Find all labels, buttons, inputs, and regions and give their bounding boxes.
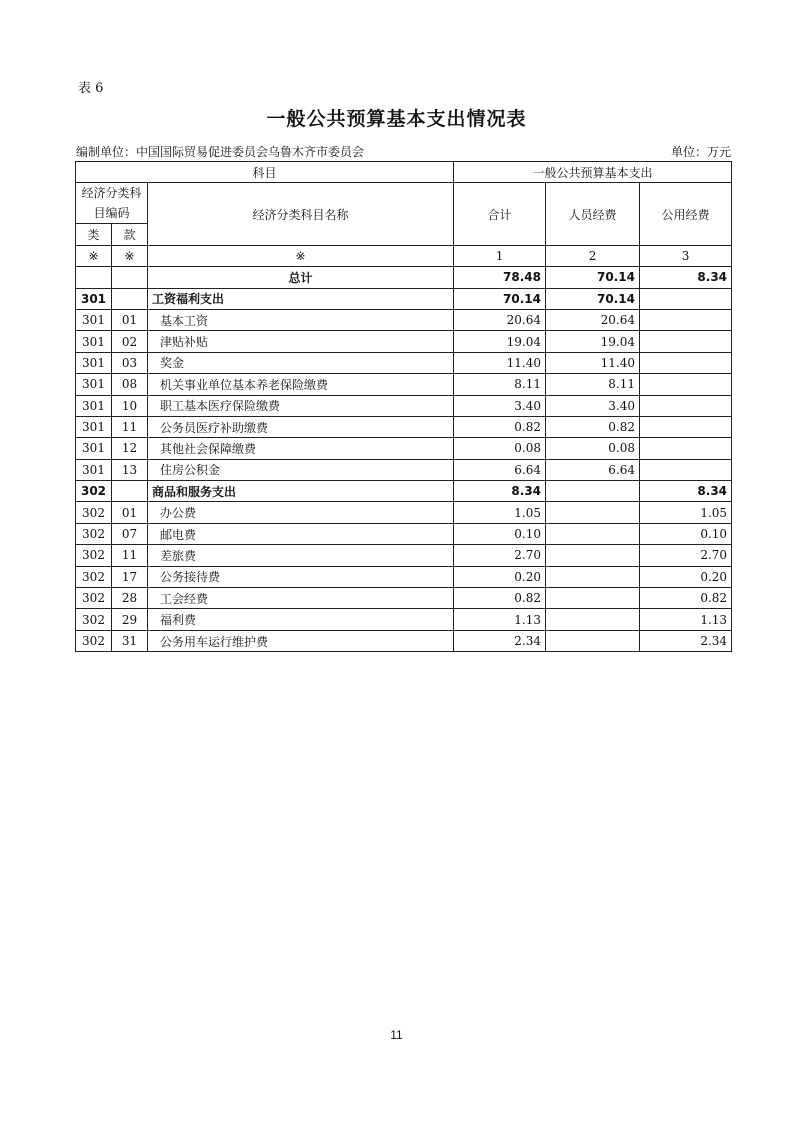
item-name: 商品和服务支出 [148,481,454,502]
item-name: 基本工资 [148,309,454,330]
column-number-3: 3 [640,245,732,266]
category-code: 302 [76,588,112,609]
total-value: 0.08 [454,438,546,459]
total-value: 1.05 [454,502,546,523]
table-row [76,502,732,523]
item-name: 福利费 [148,609,454,630]
item-name: 差旅费 [148,545,454,566]
grand-total-personnel: 70.14 [546,267,640,288]
header-code-label: 经济分类科目编码 [76,183,148,224]
table-row [76,331,732,352]
personnel-value: 0.08 [546,438,640,459]
grand-total-total: 78.48 [454,267,546,288]
public-value [640,309,732,330]
category-code: 301 [76,374,112,395]
public-value [640,438,732,459]
item-code: 07 [112,523,148,544]
category-code: 302 [76,481,112,502]
category-code: 301 [76,416,112,437]
grand-total-row [76,267,732,288]
header-subject: 科目 [76,162,454,183]
item-name: 住房公积金 [148,459,454,480]
public-value: 1.13 [640,609,732,630]
table-row [76,588,732,609]
table-row [76,545,732,566]
public-value: 1.05 [640,502,732,523]
category-code: 302 [76,545,112,566]
table-row [76,438,732,459]
item-code: 11 [112,545,148,566]
header-public: 公用经费 [640,183,732,245]
column-number-1: 1 [454,245,546,266]
public-value: 0.10 [640,523,732,544]
public-value [640,352,732,373]
header-kuan: 款 [112,224,148,245]
item-code: 01 [112,502,148,523]
personnel-value: 11.40 [546,352,640,373]
personnel-value [546,545,640,566]
personnel-value [546,609,640,630]
personnel-value: 8.11 [546,374,640,395]
item-code: 31 [112,630,148,651]
public-value: 8.34 [640,481,732,502]
public-value [640,416,732,437]
total-value: 0.82 [454,416,546,437]
item-code: 28 [112,588,148,609]
total-value: 1.13 [454,609,546,630]
item-name: 奖金 [148,352,454,373]
item-name: 公务接待费 [148,566,454,587]
total-value: 2.70 [454,545,546,566]
item-code: 10 [112,395,148,416]
item-name: 公务用车运行维护费 [148,630,454,651]
category-code: 301 [76,459,112,480]
total-value: 0.82 [454,588,546,609]
grand-total-label: 总计 [148,267,454,288]
total-value: 0.20 [454,566,546,587]
table-row [76,416,732,437]
public-value: 2.70 [640,545,732,566]
table-number: 表 6 [78,81,104,96]
category-code: 301 [76,352,112,373]
category-code: 302 [76,502,112,523]
mark-cell: ※ [112,245,148,266]
total-value: 0.10 [454,523,546,544]
total-value: 11.40 [454,352,546,373]
mark-cell: ※ [76,245,112,266]
total-value: 70.14 [454,288,546,309]
category-code: 302 [76,630,112,651]
total-value: 19.04 [454,331,546,352]
item-name: 机关事业单位基本养老保险缴费 [148,374,454,395]
mark-cell: ※ [148,245,454,266]
item-name: 工会经费 [148,588,454,609]
total-value: 2.34 [454,630,546,651]
category-code: 301 [76,438,112,459]
expenditure-table [75,161,732,652]
total-value: 8.34 [454,481,546,502]
item-code: 08 [112,374,148,395]
table-row [76,609,732,630]
item-name: 津贴补贴 [148,331,454,352]
column-number-2: 2 [546,245,640,266]
item-code: 12 [112,438,148,459]
item-code: 11 [112,416,148,437]
public-value [640,395,732,416]
item-name: 办公费 [148,502,454,523]
item-code: 03 [112,352,148,373]
unit-label: 单位：万元 [670,145,731,159]
item-name: 工资福利支出 [148,288,454,309]
table-row [76,288,732,309]
table-row [76,309,732,330]
public-value [640,459,732,480]
total-value: 3.40 [454,395,546,416]
table-row [76,523,732,544]
page-number: 11 [390,1028,403,1042]
table-row [76,566,732,587]
item-name: 公务员医疗补助缴费 [148,416,454,437]
item-code [112,288,148,309]
table-row [76,481,732,502]
public-value [640,374,732,395]
personnel-value: 20.64 [546,309,640,330]
item-code [112,481,148,502]
personnel-value: 70.14 [546,288,640,309]
personnel-value [546,523,640,544]
item-code: 17 [112,566,148,587]
item-code: 13 [112,459,148,480]
header-name-label: 经济分类科目名称 [148,183,454,245]
table-row [76,630,732,651]
item-code: 02 [112,331,148,352]
table-row [76,459,732,480]
personnel-value [546,502,640,523]
public-value [640,288,732,309]
table-row [76,395,732,416]
personnel-value: 6.64 [546,459,640,480]
public-value: 0.20 [640,566,732,587]
public-value: 0.82 [640,588,732,609]
page-title: 一般公共预算基本支出情况表 [266,108,527,130]
personnel-value: 0.82 [546,416,640,437]
public-value: 2.34 [640,630,732,651]
organization-label: 编制单位：中国国际贸易促进委员会乌鲁木齐市委员会 [76,145,365,159]
grand-total-public: 8.34 [640,267,732,288]
header-personnel: 人员经费 [546,183,640,245]
personnel-value: 19.04 [546,331,640,352]
public-value [640,331,732,352]
total-value: 20.64 [454,309,546,330]
category-code: 301 [76,288,112,309]
personnel-value [546,588,640,609]
category-code: 302 [76,566,112,587]
total-value: 8.11 [454,374,546,395]
table-row [76,374,732,395]
item-name: 职工基本医疗保险缴费 [148,395,454,416]
personnel-value: 3.40 [546,395,640,416]
table-row [76,352,732,373]
header-lei: 类 [76,224,112,245]
item-name: 邮电费 [148,523,454,544]
personnel-value [546,481,640,502]
header-expense-group: 一般公共预算基本支出 [454,162,732,183]
item-code: 01 [112,309,148,330]
header-total: 合计 [454,183,546,245]
personnel-value [546,566,640,587]
category-code: 301 [76,331,112,352]
category-code: 301 [76,395,112,416]
category-code: 302 [76,523,112,544]
category-code: 301 [76,309,112,330]
category-code: 302 [76,609,112,630]
personnel-value [546,630,640,651]
item-name: 其他社会保障缴费 [148,438,454,459]
item-code: 29 [112,609,148,630]
total-value: 6.64 [454,459,546,480]
